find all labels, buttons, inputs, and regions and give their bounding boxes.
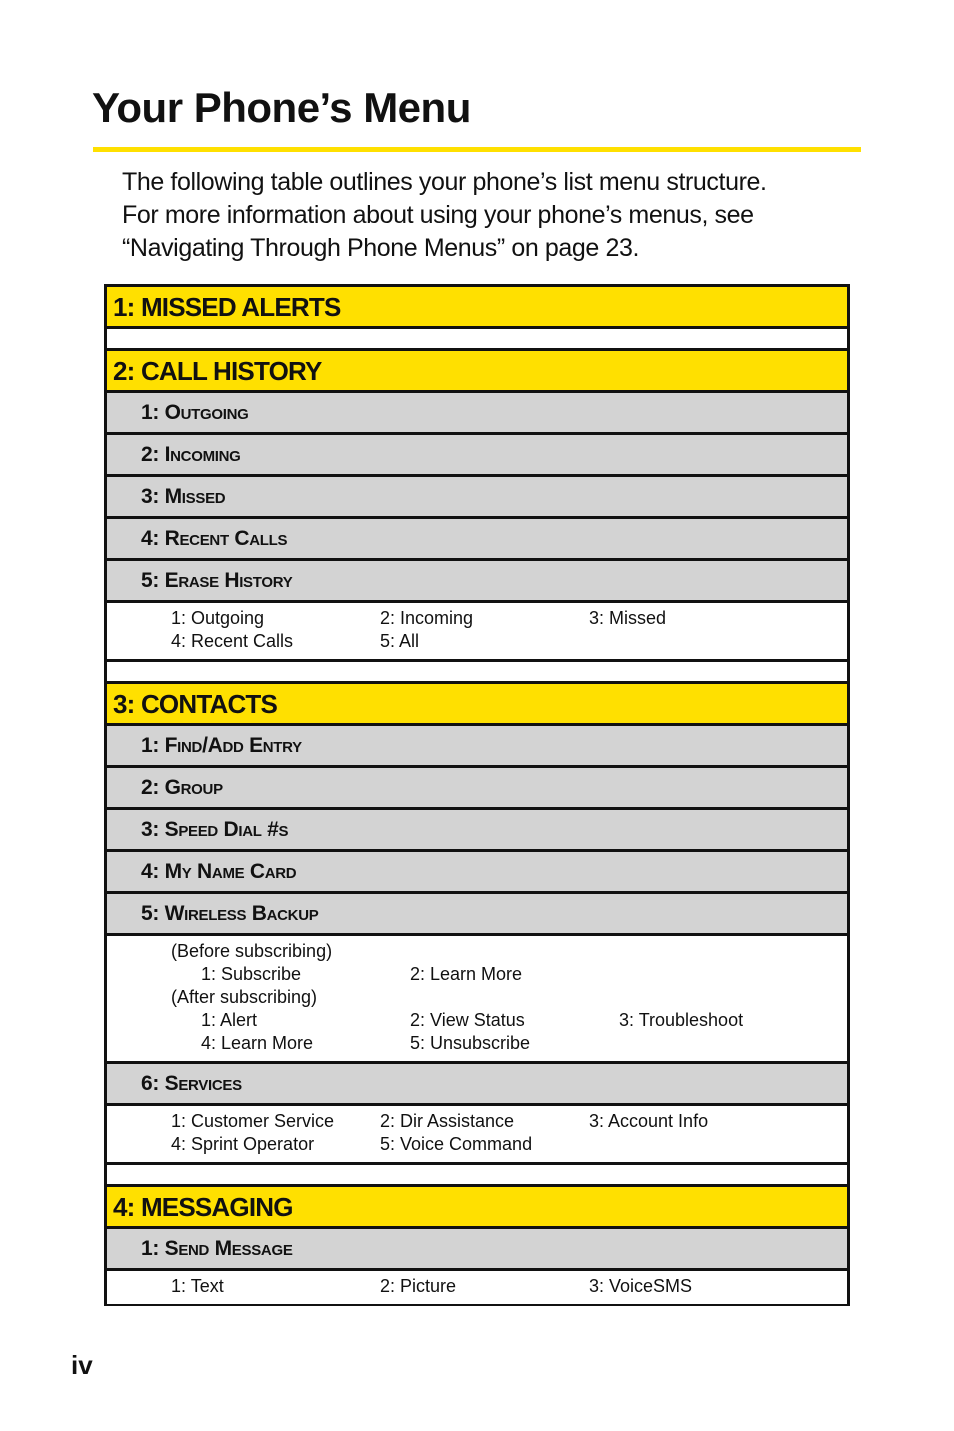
option-item: 5: Unsubscribe (410, 1033, 531, 1053)
page-number: iv (71, 1350, 93, 1380)
submenu-wireless-backup: 5: Wireless Backup (107, 894, 847, 936)
option-item: 5: Voice Command (380, 1134, 533, 1154)
submenu-speed-dial: 3: Speed Dial #s (107, 810, 847, 852)
option-item: 4: Learn More (201, 1033, 314, 1053)
option-item: 3: Account Info (589, 1111, 709, 1131)
services-options (107, 1106, 847, 1165)
menu-contacts: 3: CONTACTS (107, 684, 847, 726)
option-item: 2: Picture (380, 1276, 457, 1296)
option-item: 5: All (380, 631, 420, 651)
intro-line: “Navigating Through Phone Menus” on page 23. (122, 234, 640, 262)
option-item: 2: Incoming (380, 608, 474, 628)
submenu-group: 2: Group (107, 768, 847, 810)
option-item: 3: Troubleshoot (619, 1010, 744, 1030)
submenu-send-message: 1: Send Message (107, 1229, 847, 1271)
backup-after-label: (After subscribing) (171, 987, 318, 1007)
backup-before-label: (Before subscribing) (171, 941, 333, 961)
spacer-row (107, 329, 847, 351)
spacer-row (107, 1165, 847, 1187)
submenu-services: 6: Services (107, 1064, 847, 1106)
menu-missed-alerts: 1: MISSED ALERTS (107, 287, 847, 329)
option-item: 1: Outgoing (171, 608, 265, 628)
send-message-options (107, 1271, 847, 1304)
submenu-find-add-entry: 1: Find/Add Entry (107, 726, 847, 768)
option-item: 1: Text (171, 1276, 224, 1296)
menu-messaging: 4: MESSAGING (107, 1187, 847, 1229)
title-rule (93, 147, 861, 152)
submenu-incoming: 2: Incoming (107, 435, 847, 477)
option-item: 1: Subscribe (201, 964, 302, 984)
intro-line: For more information about using your phone’s menus, see (122, 201, 754, 229)
option-item: 4: Recent Calls (171, 631, 294, 651)
submenu-outgoing: 1: Outgoing (107, 393, 847, 435)
submenu-my-name-card: 4: My Name Card (107, 852, 847, 894)
option-item: 3: Missed (589, 608, 667, 628)
intro-line: The following table outlines your phone’s list menu structure. (122, 168, 767, 196)
option-item: 2: Dir Assistance (380, 1111, 515, 1131)
menu-call-history: 2: CALL HISTORY (107, 351, 847, 393)
option-item: 3: VoiceSMS (589, 1276, 693, 1296)
menu-table (104, 284, 850, 1306)
erase-history-options (107, 603, 847, 662)
option-item: 2: View Status (410, 1010, 525, 1030)
option-item: 1: Customer Service (171, 1111, 335, 1131)
submenu-erase-history: 5: Erase History (107, 561, 847, 603)
wireless-backup-options (107, 936, 847, 1064)
intro-paragraph (122, 166, 867, 265)
submenu-recent-calls: 4: Recent Calls (107, 519, 847, 561)
page-title: Your Phone’s Menu (92, 84, 471, 131)
submenu-missed: 3: Missed (107, 477, 847, 519)
option-item: 4: Sprint Operator (171, 1134, 315, 1154)
spacer-row (107, 662, 847, 684)
option-item: 1: Alert (201, 1010, 258, 1030)
option-item: 2: Learn More (410, 964, 523, 984)
